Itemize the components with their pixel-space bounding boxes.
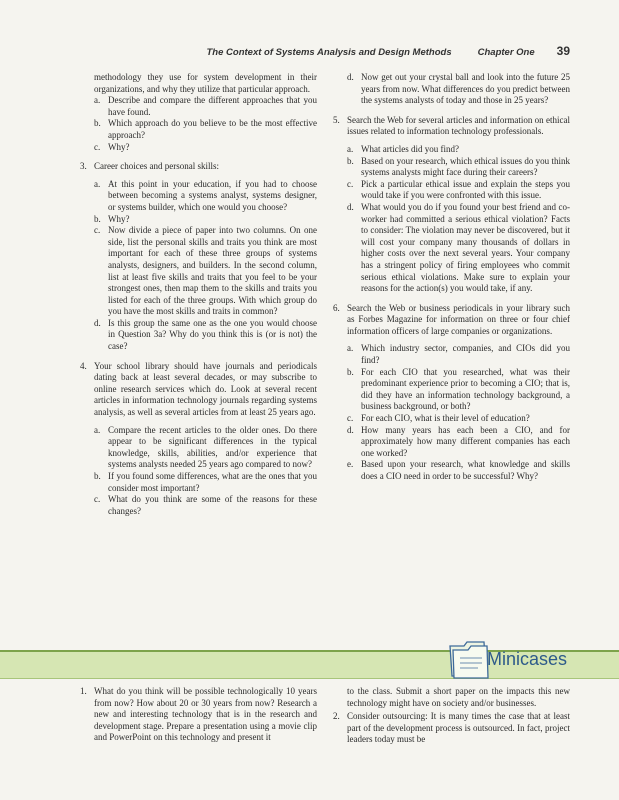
minicases-heading: Minicases: [486, 649, 567, 669]
question-5-subitems: [347, 144, 570, 295]
list-item: e. Based upon your research, what knowledge and skills does a CIO need in order to be successful? Why?: [347, 459, 570, 481]
list-item: a. Which industry sector, companies, and CIOs did you find?: [347, 343, 570, 366]
page-number: 39: [556, 44, 570, 58]
minicases-right: [333, 686, 570, 754]
list-item: b. Which approach do you believe to be the most effective approach?: [94, 118, 317, 140]
list-item: c. For each CIO, what is their level of education?: [347, 413, 530, 424]
folder-icon: [444, 636, 492, 680]
question-6: 6. Search the Web or business periodicals in your library such as Forbes Magazine for information on three or four chief information officers of large companies or organizations. a. Which industry sector, companies, and CIOs did you find? b. For each CIO that you researched, what was their predominant experience prior to becoming a CIO; that is, did they have an information technology background, a business background, or both? c. For each CIO, what is their level of education? d. How many years has each been a CIO, and for approximately how many different companies has each one worked? e. Based upon your research, what knowledge and skills does a CIO need in order to be successful? Why?: [333, 302, 570, 481]
list-item: d. What would you do if you found your best friend and co-worker had committed a serious ethical violation? Facts to consider: The violation may never be discovered, but it will cost your company many thousands of dollars in higher costs over the next several years. Your company has a stringent policy of firing employees who commit serious ethical violations. Make sure to explain your reasons for the action(s) you would take, if any.: [347, 201, 570, 294]
running-header: [0, 44, 570, 58]
question-3: 3. Career choices and personal skills: a. At this point in your education, if you had to choose between becoming a systems analyst, systems designer, or systems builder, which one would you choose? b. Why? c. Now divide a piece of paper into two columns. On one side, list the personal skills and traits you think are most important for each of these three groups of systems analysts, designers, and builders. In the second column, list at least five skills and traits that you feel to be your strongest ones, then map them to the skills and traits you listed for each of the three groups. With which group do you have the most skills and traits in common? d. Is this group the same one as the one you would choose in Question 3a? Why do you think this is (or is not) the case?: [80, 161, 317, 352]
list-item: b. Based on your research, which ethical issues do you think systems analysts might face during their careers?: [347, 155, 570, 178]
list-item: d. Now get out your crystal ball and look into the future 25 years from now. What differences do you predict between the systems analysts of today and those in 25 years?: [347, 72, 570, 106]
list-item: c. What do you think are some of the reasons for these changes?: [94, 494, 317, 516]
minicase-2: 2. Consider outsourcing: It is many times the case that at least part of the development process is outsourced. In fact, project leaders today must be: [333, 711, 570, 745]
list-item: d. Is this group the same one as the one you would choose in Question 3a? Why do you think this is (or is not) the case?: [94, 317, 317, 352]
left-column: [80, 72, 317, 525]
header-chapter: Chapter One: [477, 47, 535, 58]
continued-subitems-right: [347, 72, 570, 107]
minicase-1: 1. What do you think will be possible technologically 10 years from now? How about 20 or 30 years from now? Research a new and interesting technology that is in the research and development stage. Prepare a presentation using a movie clip and PowerPoint on this technology and present it: [80, 686, 317, 743]
list-item: a. At this point in your education, if you had to choose between becoming a systems analyst, systems designer, or systems builder, which one would you choose?: [94, 178, 317, 212]
question-4-subitems: [94, 425, 317, 518]
continuation-text: methodology they use for system development in their organizations, and why they utilize that particular approach.: [94, 72, 317, 94]
list-item: b. If you found some differences, what are the ones that you consider most important?: [94, 471, 317, 493]
list-item: a. Compare the recent articles to the older ones. Do there appear to be significant differences in the typical knowledge, skills, abilities, and/or experience that systems analysts needed 25 years ago compared to now?: [94, 424, 317, 470]
minicases-banner: [0, 636, 619, 678]
list-item: d. How many years has each been a CIO, and for approximately how many different companies has each one worked?: [347, 424, 570, 458]
continued-subitems: [94, 95, 317, 153]
list-item: b. For each CIO that you researched, what was their predominant experience prior to becoming a CIO; that is, did they have an information technology background, a business background, or both?: [347, 366, 570, 412]
question-6-subitems: [347, 343, 570, 482]
minicase-1-continued: to the class. Submit a short paper on the impacts this new technology might have on society and/or businesses.: [347, 686, 570, 708]
list-item: a. Describe and compare the different approaches that you have found.: [94, 95, 317, 117]
header-title: The Context of Systems Analysis and Design Methods: [206, 47, 452, 58]
question-3-subitems: [94, 179, 317, 353]
list-item: b. Why?: [94, 213, 130, 224]
question-5: 5. Search the Web for several articles and information on ethical issues related to information technology professionals. a. What articles did you find? b. Based on your research, which ethical issues do you think systems analysts might face during their careers? c. Pick a particular ethical issue and explain the steps you would take if you were confronted with this issue. d. What would you do if you found your best friend and co-worker had committed a serious ethical violation? Facts to consider: The violation may never be discovered, but it will cost your company many thousands of dollars in higher costs over the next several years. Your company has a stringent policy of firing employees who commit serious ethical violations. Make sure to explain your reasons for the action(s) you would take, if any.: [333, 114, 570, 294]
minicases-left: [80, 686, 317, 752]
list-item: c. Now divide a piece of paper into two columns. On one side, list the personal skills and traits you think are most important for each of these three groups of systems analysts, designers, and builders. In the second column, list at least five skills and traits that you feel to be your strongest ones, then map them to the skills and traits you listed for each of the three groups. With which group do you have the most skills and traits in common?: [94, 225, 317, 317]
list-item: a. What articles did you find?: [347, 143, 459, 154]
right-column: [333, 72, 570, 491]
question-4: 4. Your school library should have journals and periodicals dating back at least several decades, or may subscribe to online research services which do. Look at several recent articles in information technology journals regarding systems analysis, as well as several articles from at least 25 years ago. a. Compare the recent articles to the older ones. Do there appear to be significant differences in the typical knowledge, skills, abilities, and/or experience that systems analysts needed 25 years ago compared to now? b. If you found some differences, what are the ones that you consider most important? c. What do you think are some of the reasons for these changes?: [80, 360, 317, 516]
list-item: c. Why?: [94, 141, 130, 152]
list-item: c. Pick a particular ethical issue and explain the steps you would take if you were confronted with this issue.: [347, 178, 570, 201]
